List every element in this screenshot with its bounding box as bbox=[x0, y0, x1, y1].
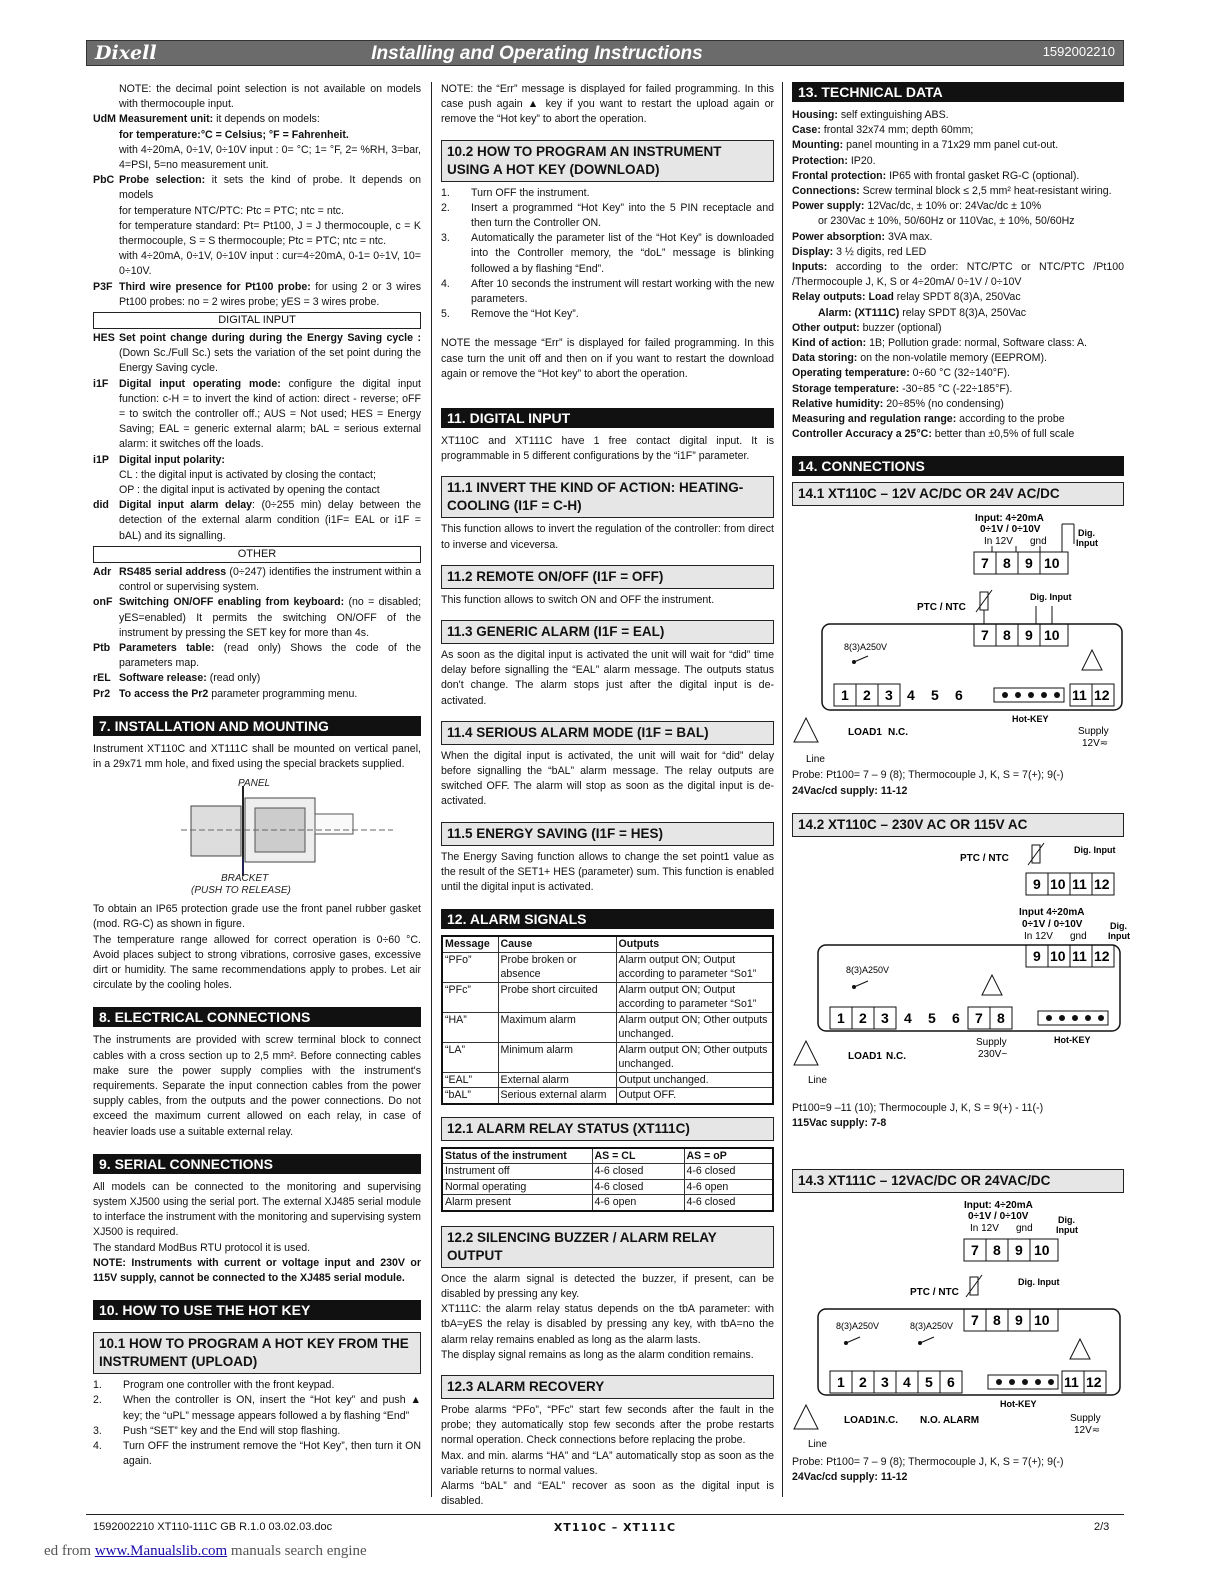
relay-rating: 8(3)A250V bbox=[846, 964, 890, 975]
terminal-label: 10 bbox=[1050, 875, 1066, 892]
nc-label: N.C. bbox=[888, 727, 908, 739]
param-ptb: Ptb Parameters table: (read only) Shows the code of the parameters map. bbox=[93, 641, 421, 670]
hotkey-label: Hot-KEY bbox=[1000, 1399, 1037, 1410]
terminal-label: 11 bbox=[1064, 1374, 1079, 1391]
tech-row: Display: 3 ½ digits, red LED bbox=[792, 245, 927, 258]
bracket-label: BRACKET bbox=[221, 873, 269, 885]
line-label: Line bbox=[806, 754, 825, 766]
dig-label: Dig. bbox=[1078, 528, 1095, 539]
section-11-4-text: When the digital input is activated, the unit will wait for “did” delay before signalling the “bAL” alarm message. The relay outputs are switched OFF. The alarm will stop as soon as the digital input is de-activated. bbox=[441, 749, 774, 808]
supply-note-3: 24Vac/cd supply: 11-12 bbox=[792, 1471, 908, 1484]
probe-note-3: Probe: Pt100= 7 – 9 (8); Thermocouple J, K, S = 7(+); 9(-) bbox=[792, 1456, 1064, 1469]
table-row: “LA” Minimum alarm Alarm output ON; Other outputs unchanged. bbox=[442, 1042, 773, 1072]
note-decimal-point: NOTE: the decimal point selection is not available on models with thermocouple input. bbox=[119, 83, 421, 111]
section-12-3-heading: 12.3 ALARM RECOVERY bbox=[441, 1375, 774, 1399]
terminal-label: 11 bbox=[1072, 875, 1087, 892]
supply-voltage: 12V≂ bbox=[1074, 1425, 1101, 1437]
terminal-block-mid bbox=[1026, 945, 1114, 967]
volt-label: 0÷1V / 0÷10V bbox=[980, 524, 1041, 536]
terminal-label: 4 bbox=[904, 1009, 912, 1026]
section-11-2-text: This function allows to switch ON and OFF the instrument. bbox=[441, 593, 715, 606]
table-header-row: Message Cause Outputs bbox=[442, 936, 773, 952]
tech-row: Alarm: (XT111C) relay SPDT 8(3)A, 250Vac bbox=[818, 306, 1027, 319]
terminal-block-top bbox=[964, 1239, 1058, 1261]
footer-rule bbox=[86, 1514, 1124, 1515]
section-9-heading: 9. SERIAL CONNECTIONS bbox=[93, 1154, 421, 1174]
terminal-label: 1 bbox=[837, 1009, 845, 1026]
section-13-heading: 13. TECHNICAL DATA bbox=[792, 82, 1124, 102]
terminal-label: 12 bbox=[1094, 947, 1110, 964]
param-i1p: i1P Digital input polarity: bbox=[93, 453, 225, 466]
list-item: 4. After 10 seconds the instrument will restart working with the new parameters. bbox=[441, 277, 774, 306]
section-12-2-text-a: Once the alarm signal is detected the buzzer, if present, can be disabled by pressing any key. bbox=[441, 1272, 774, 1300]
tech-row: Connections: Screw terminal block ≤ 2,5 mm² heat-resistant wiring. bbox=[792, 185, 1112, 198]
section-11-2-heading: 11.2 REMOTE ON/OFF (I1F = OFF) bbox=[441, 565, 774, 589]
dig-input-label: Input bbox=[1076, 538, 1098, 549]
terminal-label: 8 bbox=[993, 1242, 1001, 1259]
pbc-current: with 4÷20mA, 0÷1V, 0÷10V input : cur=4÷20mA, 0-1= 0÷1V, 10= 0÷10V. bbox=[119, 250, 421, 278]
temperature-range-text: The temperature range allowed for correct operation is 0÷60 °C. Avoid places subject to strong vibrations, corrosive gases, excessive dirt or humidity. The same recommendations apply to probes. Let air circulate by the cooling holes. bbox=[93, 933, 421, 992]
section-14-3-heading: 14.3 XT111C – 12VAC/DC OR 24VAC/DC bbox=[792, 1169, 1124, 1193]
dig-label: Dig. bbox=[1058, 1215, 1075, 1226]
list-item: 3. Push “SET” key and the End will stop flashing. bbox=[93, 1424, 341, 1437]
table-row: Instrument off 4-6 closed 4-6 closed bbox=[442, 1164, 773, 1180]
terminal-label: 12 bbox=[1086, 1374, 1102, 1391]
tech-row: Mounting: panel mounting in a 71x29 mm panel cut-out. bbox=[792, 139, 1059, 152]
tech-row: Controller Accuracy a 25°C: better than ±0,5% of full scale bbox=[792, 428, 1075, 441]
note-err-download: NOTE the message “Err” is displayed for failed programming. In this case turn the unit off and then on if you want to restart the download again or remove the “Hot key” to abort the operation. bbox=[441, 337, 774, 380]
terminal-label: 8 bbox=[993, 1312, 1001, 1329]
section-14-2-heading: 14.2 XT110C – 230V AC OR 115V AC bbox=[792, 813, 1124, 837]
param-p3f: P3F Third wire presence for Pt100 probe: for using 2 or 3 wires Pt100 probes: no = 2 wires probe; yES = 3 wires probe. bbox=[93, 280, 421, 308]
hotkey-label: Hot-KEY bbox=[1012, 714, 1049, 725]
terminal-label: 10 bbox=[1044, 627, 1060, 644]
input-label: Input 4÷20mA bbox=[1019, 906, 1085, 918]
terminal-label: 2 bbox=[859, 1009, 867, 1026]
section-11-5-heading: 11.5 ENERGY SAVING (I1F = HES) bbox=[441, 822, 774, 846]
terminal-block-top bbox=[1026, 873, 1114, 895]
section-11-5-text: The Energy Saving function allows to change the set point1 value as the result of the SET1+ HES (parameter) sum. This function is enabled until the digital input is activated. bbox=[441, 850, 774, 894]
terminal-block-bottom bbox=[830, 1371, 962, 1393]
load-label: LOAD1 bbox=[848, 727, 882, 739]
terminal-label: 10 bbox=[1034, 1242, 1050, 1259]
terminal-block-top bbox=[974, 552, 1068, 574]
section-11-4-heading: 11.4 SERIOUS ALARM MODE (I1F = BAL) bbox=[441, 721, 774, 745]
list-item: 2. Insert a programmed “Hot Key” into the 5 PIN receptacle and then turn the Controller ON. bbox=[441, 201, 774, 230]
footer-left: 1592002210 XT110-111C GB R.1.0 03.02.03.doc bbox=[93, 1521, 333, 1533]
section-8-heading: 8. ELECTRICAL CONNECTIONS bbox=[93, 1007, 421, 1027]
tech-row: Inputs: according to the order: NTC/PTC or NTC/PTC /Pt100 /Thermocouple J, K, S or 4÷20mA/ 0÷1V / 0÷10V bbox=[792, 261, 1124, 289]
warning-icon bbox=[1070, 1339, 1090, 1359]
line-label: Line bbox=[808, 1439, 827, 1451]
wiring-diagram-1 bbox=[792, 510, 1124, 768]
load-label: LOAD1 bbox=[844, 1415, 878, 1427]
dig-label: Dig. bbox=[1110, 920, 1127, 931]
param-did: did Digital input alarm delay: (0÷255 min) delay between the detection of the external alarm condition (i1F= EAL or i1F = bAL) and its signalling. bbox=[93, 499, 421, 542]
modbus-text: The standard ModBus RTU protocol it is used. bbox=[93, 1241, 311, 1254]
terminal-label: 2 bbox=[859, 1374, 867, 1391]
gnd-label: gnd bbox=[1030, 536, 1047, 548]
tech-row: Relative humidity: 20÷85% (no condensing) bbox=[792, 397, 1004, 410]
param-i1f: i1F Digital input operating mode: configure the digital input function: c-H = to invert the kind of action: direct - reverse; oFF = to switch the controller off.; AUS = Not used; HES = Energy Saving; EAL = generic external alarm; bAL = serious external alarm: it switches off the loads. bbox=[93, 377, 421, 451]
section-14-heading: 14. CONNECTIONS bbox=[792, 456, 1124, 476]
section-10-heading: 10. HOW TO USE THE HOT KEY bbox=[93, 1300, 421, 1320]
serial-text: All models can be connected to the monitoring and supervising system XJ500 using the serial port. The external XJ485 serial module to interface the instrument with the monitoring and supervising system XJ500 is required. bbox=[93, 1180, 421, 1239]
in-12v-label: In 12V bbox=[970, 1223, 999, 1235]
dig-input-label-2: Dig. Input bbox=[1030, 592, 1072, 603]
i1p-cl: CL : the digital input is activated by closing the contact; bbox=[119, 468, 376, 481]
udm-temp: for temperature:°C = Celsius; °F = Fahrenheit. bbox=[119, 128, 349, 141]
terminal-label: 8 bbox=[997, 1009, 1005, 1026]
hotkey-label: Hot-KEY bbox=[1054, 1034, 1091, 1045]
list-item: 1. Turn OFF the instrument. bbox=[441, 186, 590, 199]
ptc-ntc-label: PTC / NTC bbox=[917, 602, 966, 614]
terminal-label: 10 bbox=[1050, 947, 1066, 964]
section-12-2-heading: 12.2 SILENCING BUZZER / ALARM RELAY OUTPUT bbox=[441, 1226, 774, 1268]
udm-4-20: with 4÷20mA, 0÷1V, 0÷10V input : 0= °C; 1= °F, 2= %RH, 3=bar, 4=PSI, 5=no measurement unit. bbox=[119, 143, 421, 172]
table-row: Alarm present 4-6 open 4-6 closed bbox=[442, 1195, 773, 1211]
alarm-signals-table bbox=[441, 935, 774, 1105]
supply-label: Supply bbox=[1070, 1413, 1101, 1425]
section-10-2-heading: 10.2 HOW TO PROGRAM AN INSTRUMENT USING A HOT KEY (DOWNLOAD) bbox=[441, 140, 774, 182]
section-11-1-text: This function allows to invert the regulation of the controller: from direct to inverse and viceversa. bbox=[441, 523, 774, 551]
supply-voltage: 12V≂ bbox=[1082, 738, 1109, 750]
installation-text: Instrument XT110C and XT111C shall be mounted on vertical panel, in a 29x71 mm hole, and fixed using the special brackets supplied. bbox=[93, 742, 421, 770]
param-onf: onF Switching ON/OFF enabling from keyboard: (no = disabled; yES=enabled) It permits the switching ON/OFF of the instrument by pressing the SET key for more than 4s. bbox=[93, 596, 422, 639]
column-1 bbox=[93, 82, 421, 1469]
list-item: 3. Automatically the parameter list of the “Hot Key” is downloaded into the Controller memory, the “doL” message is blinking followed a by flashing “End”. bbox=[441, 232, 774, 275]
upload-steps bbox=[93, 1378, 421, 1469]
volt-label: 0÷1V / 0÷10V bbox=[1022, 918, 1083, 930]
table-row: “PFc” Probe short circuited Alarm output ON; Output according to parameter “So1” bbox=[442, 982, 773, 1012]
terminal-label: 4 bbox=[903, 1374, 911, 1391]
tech-row: Power absorption: 3VA max. bbox=[792, 230, 933, 243]
section-12-3-text-a: Probe alarms “PFo”, “PFc” start few seconds after the fault in the probe; they automatically stop few seconds after the probe restarts normal operation. Check connections before replacing the probe. bbox=[441, 1404, 774, 1447]
terminal-block-bottom bbox=[830, 1007, 1012, 1029]
param-hes: HES Set point change during during the Energy Saving cycle : (Down Sc./Full Sc.) sets the variation of the set point during the Energy Saving cycle. bbox=[93, 332, 421, 375]
terminal-label: 5 bbox=[928, 1009, 936, 1026]
panel-label: PANEL bbox=[238, 778, 271, 790]
supply-label: Supply bbox=[1078, 726, 1109, 738]
nc-label: N.C. bbox=[886, 1050, 906, 1062]
page-number: 2/3 bbox=[1094, 1521, 1110, 1533]
dig-input-label-2: Dig. Input bbox=[1074, 844, 1116, 855]
subheading-other: OTHER bbox=[93, 546, 421, 563]
supply-note-1: 24Vac/cd supply: 11-12 bbox=[792, 784, 908, 797]
terminal-label: 10 bbox=[1034, 1312, 1050, 1329]
subheading-digital-input: DIGITAL INPUT bbox=[93, 312, 421, 329]
alarm-label: N.O. ALARM bbox=[920, 1415, 980, 1427]
terminal-label: 9 bbox=[1025, 555, 1033, 572]
section-10-1-heading: 10.1 HOW TO PROGRAM A HOT KEY FROM THE INSTRUMENT (UPLOAD) bbox=[93, 1332, 421, 1374]
terminal-label: 9 bbox=[1025, 627, 1033, 644]
probe-note-2: Pt100=9 –11 (10); Thermocouple J, K, S = 9(+) - 11(-) bbox=[792, 1101, 1044, 1114]
table-row: Normal operating 4-6 closed 4-6 open bbox=[442, 1179, 773, 1195]
table-row: “bAL” Serious external alarm Output OFF. bbox=[442, 1088, 773, 1104]
supply-label: Supply bbox=[976, 1036, 1007, 1048]
terminal-label: 8 bbox=[1003, 627, 1011, 644]
terminal-label: 11 bbox=[1072, 947, 1087, 964]
tech-row: Measuring and regulation range: according to the probe bbox=[792, 413, 1065, 426]
wiring-diagram-2 bbox=[792, 841, 1130, 1101]
line-label: Line bbox=[808, 1074, 827, 1086]
param-pbc: PbC Probe selection: it sets the kind of probe. It depends on models bbox=[93, 174, 421, 202]
tech-row: Other output: buzzer (optional) bbox=[792, 321, 942, 334]
section-12-heading: 12. ALARM SIGNALS bbox=[441, 909, 774, 929]
tech-row: Protection: IP20. bbox=[792, 154, 876, 167]
terminal-label: 5 bbox=[931, 687, 939, 704]
ptc-ntc-label: PTC / NTC bbox=[910, 1287, 959, 1299]
terminal-label: 5 bbox=[925, 1374, 933, 1391]
column-divider bbox=[782, 82, 783, 1497]
terminal-label: 6 bbox=[955, 687, 963, 704]
terminal-label: 3 bbox=[881, 1009, 889, 1026]
source-line: ed from www.Manualslib.com manuals search engine bbox=[44, 1543, 367, 1559]
tech-row: Frontal protection: IP65 with frontal gasket RG-C (optional). bbox=[792, 169, 1080, 182]
table-row: “PFo” Probe broken or absence Alarm output ON; Output according to parameter “So1” bbox=[442, 952, 773, 982]
terminal-block-mid bbox=[964, 1309, 1058, 1331]
tech-row: Case: frontal 32x74 mm; depth 60mm; bbox=[792, 124, 974, 137]
terminal-label: 11 bbox=[1072, 687, 1087, 704]
terminal-label: 2 bbox=[863, 687, 871, 704]
terminal-label: 12 bbox=[1094, 875, 1110, 892]
input-label: Input: 4÷20mA bbox=[975, 513, 1044, 525]
column-2 bbox=[441, 82, 774, 1509]
ip65-text: To obtain an IP65 protection grade use the front panel rubber gasket (mod. RG-C) as shown in figure. bbox=[93, 903, 421, 931]
param-rel: rEL Software release: (read only) bbox=[93, 672, 261, 685]
list-item: 2. When the controller is ON, insert the “Hot key” and push ▲ key; the “uPL” message appears followed a by flashing “End” bbox=[93, 1394, 421, 1422]
section-11-1-heading: 11.1 INVERT THE KIND OF ACTION: HEATING-COOLING (I1F = C-H) bbox=[441, 476, 774, 518]
warning-icon bbox=[794, 1405, 818, 1429]
terminal-block-bottom bbox=[834, 684, 963, 706]
page-header bbox=[86, 40, 1124, 66]
tech-row: Storage temperature: -30÷85 °C (-22÷185°F). bbox=[792, 382, 1013, 395]
terminal-label: 9 bbox=[1033, 947, 1041, 964]
section-11-3-text: As soon as the digital input is activated the unit will wait for “did” time delay before signalling the “EAL” alarm message. The outputs status don't change. The alarm stops just after the digital input is de-activated. bbox=[441, 649, 774, 707]
relay-rating-1: 8(3)A250V bbox=[836, 1321, 880, 1332]
volt-label: 0÷1V / 0÷10V bbox=[968, 1211, 1029, 1223]
dig-input-label-2: Dig. Input bbox=[1018, 1277, 1060, 1288]
relay-status-table bbox=[441, 1147, 774, 1212]
terminal-label: 12 bbox=[1094, 687, 1110, 704]
terminal-label: 6 bbox=[952, 1009, 960, 1026]
section-12-1-heading: 12.1 ALARM RELAY STATUS (XT111C) bbox=[441, 1117, 774, 1141]
supply-note-2: 115Vac supply: 7-8 bbox=[792, 1117, 887, 1130]
section-12-2-text-b: XT111C: the alarm relay status depends on the tbA parameter: with tbA=yES the relay is disabled by pressing any key, with tbA=no the alarm relay remains enabled as long as the alarm lasts. bbox=[441, 1303, 774, 1346]
tech-row: or 230Vac ± 10%, 50/60Hz or 110Vac, ± 10%, 50/60Hz bbox=[818, 215, 1075, 228]
section-14-1-heading: 14.1 XT110C – 12V AC/DC OR 24V AC/DC bbox=[792, 482, 1124, 506]
param-adr: Adr RS485 serial address (0÷247) identifies the instrument within a control or supervising system. bbox=[93, 565, 421, 594]
probe-note-1: Probe: Pt100= 7 – 9 (8); Thermocouple J, K, S = 7(+); 9(-) bbox=[792, 769, 1064, 782]
section-12-3-text-b: Max. and min. alarms “HA” and “LA” automatically stop as soon as the variable returns to normal values. bbox=[441, 1449, 774, 1477]
electrical-text: The instruments are provided with screw terminal block to connect cables with a cross section up to 2,5 mm². Before connecting cables make sure the power supply complies with the instrument's requirements. Separate the input connection cables from the power supply cables, from the outputs and the power connections. Do not exceed the maximum current allowed on each relay, in case of heavier loads use a suitable external relay. bbox=[93, 1034, 421, 1138]
footer-center: XT110C – XT111C bbox=[553, 1521, 677, 1534]
warning-icon bbox=[794, 1041, 818, 1065]
tech-row: Relay outputs: Load relay SPDT 8(3)A, 250Vac bbox=[792, 291, 1021, 304]
technical-data-list bbox=[792, 108, 1124, 442]
gnd-label: gnd bbox=[1070, 930, 1087, 942]
tech-row: Data storing: on the non-volatile memory (EEPROM). bbox=[792, 352, 1047, 365]
terminal-label: 7 bbox=[981, 627, 989, 644]
section-12-3-text-c: Alarms “bAL” and “EAL” recover as soon as the digital input is disabled. bbox=[441, 1480, 774, 1508]
list-item: 5. Remove the “Hot Key”. bbox=[441, 308, 579, 321]
param-udm: UdM Measurement unit: it depends on models: bbox=[93, 113, 320, 126]
tech-row: Kind of action: 1B; Pollution grade: normal, Software class: A. bbox=[792, 337, 1087, 350]
terminal-label: 7 bbox=[981, 555, 989, 572]
column-divider bbox=[431, 82, 432, 1497]
table-row: “HA” Maximum alarm Alarm output ON; Other outputs unchanged. bbox=[442, 1012, 773, 1042]
ptc-ntc-label: PTC / NTC bbox=[960, 852, 1009, 864]
warning-icon bbox=[1082, 650, 1102, 670]
relay-rating-2: 8(3)A250V bbox=[910, 1321, 954, 1332]
digital-input-text: XT110C and XT111C have 1 free contact digital input. It is programmable in 5 different configurations by the “i1F” parameter. bbox=[441, 435, 774, 463]
tech-row: Power supply: 12Vac/dc, ± 10% or: 24Vac/dc ± 10% bbox=[792, 200, 1042, 213]
table-header-row: Status of the instrument AS = CL AS = oP bbox=[442, 1148, 773, 1164]
terminal-label: 1 bbox=[837, 1374, 845, 1391]
push-label: (PUSH TO RELEASE) bbox=[191, 885, 291, 897]
serial-note: NOTE: Instruments with current or voltage input and 230V or 115V supply, cannot be connected to the XJ485 serial module. bbox=[93, 1256, 421, 1284]
section-11-3-heading: 11.3 GENERIC ALARM (I1F = EAL) bbox=[441, 620, 774, 644]
column-3 bbox=[792, 82, 1130, 1486]
terminal-label: 9 bbox=[1015, 1312, 1023, 1329]
mounting-figure bbox=[93, 776, 421, 898]
manualslib-link[interactable]: www.Manualslib.com bbox=[94, 1543, 228, 1559]
download-steps bbox=[441, 186, 774, 323]
input-label: Input: 4÷20mA bbox=[964, 1200, 1033, 1212]
in-12v-label: In 12V bbox=[984, 536, 1013, 548]
terminal-label: 3 bbox=[885, 687, 893, 704]
wiring-diagram-3 bbox=[792, 1197, 1124, 1455]
terminal-label: 9 bbox=[1033, 875, 1041, 892]
relay-rating: 8(3)A250V bbox=[844, 642, 888, 653]
tech-row: Housing: self extinguishing ABS. bbox=[792, 109, 949, 121]
section-7-heading: 7. INSTALLATION AND MOUNTING bbox=[93, 716, 421, 736]
section-11-heading: 11. DIGITAL INPUT bbox=[441, 408, 774, 428]
warning-icon bbox=[982, 975, 1002, 995]
terminal-label: 4 bbox=[907, 687, 915, 704]
i1p-op: OP : the digital input is activated by opening the contact bbox=[119, 484, 380, 497]
pbc-ntc: for temperature NTC/PTC: Ptc = PTC; ntc = ntc. bbox=[119, 204, 344, 217]
terminal-label: 1 bbox=[841, 687, 849, 704]
note-err-upload: NOTE: the “Err” message is displayed for failed programming. In this case push again ▲ key if you want to restart the upload again or remove the “Hot key” to abort the operation. bbox=[441, 83, 774, 126]
nc-label: N.C. bbox=[878, 1415, 898, 1427]
warning-icon bbox=[794, 718, 818, 742]
section-12-2-text-c: The display signal remains as long as the alarm condition remains. bbox=[441, 1348, 754, 1361]
terminal-label: 9 bbox=[1015, 1242, 1023, 1259]
terminal-label: 7 bbox=[975, 1009, 983, 1026]
dig-input-label: Input bbox=[1108, 930, 1130, 941]
param-pr2: Pr2 To access the Pr2 parameter programming menu. bbox=[93, 687, 358, 700]
terminal-label: 3 bbox=[881, 1374, 889, 1391]
terminal-label: 7 bbox=[971, 1242, 979, 1259]
in-12v-label: In 12V bbox=[1024, 930, 1053, 942]
terminal-label: 10 bbox=[1044, 555, 1060, 572]
table-row: “EAL” External alarm Output unchanged. bbox=[442, 1072, 773, 1088]
list-item: 1. Program one controller with the front keypad. bbox=[93, 1379, 335, 1392]
pbc-standard: for temperature standard: Pt= Pt100, J = J thermocouple, c = K thermocouple, S = S thermocouple; Ptc = PTC; ntc = ntc. bbox=[119, 219, 421, 248]
load-label: LOAD1 bbox=[848, 1050, 882, 1062]
mounting-drawing bbox=[93, 776, 421, 898]
supply-voltage: 230V~ bbox=[978, 1048, 1008, 1060]
dig-input-label: Input bbox=[1056, 1225, 1078, 1236]
list-item: 4. Turn OFF the instrument remove the “Hot Key”, then turn it ON again. bbox=[93, 1440, 421, 1468]
gnd-label: gnd bbox=[1016, 1223, 1033, 1235]
terminal-label: 8 bbox=[1003, 555, 1011, 572]
terminal-block-mid bbox=[974, 624, 1068, 646]
terminal-label: 7 bbox=[971, 1312, 979, 1329]
page-title: Installing and Operating Instructions bbox=[371, 43, 703, 64]
terminal-label: 6 bbox=[947, 1374, 955, 1391]
dixell-logo: Dixell bbox=[95, 42, 157, 64]
tech-row: Operating temperature: 0÷60 °C (32÷140°F). bbox=[792, 367, 1010, 380]
document-code: 1592002210 bbox=[1042, 44, 1115, 59]
